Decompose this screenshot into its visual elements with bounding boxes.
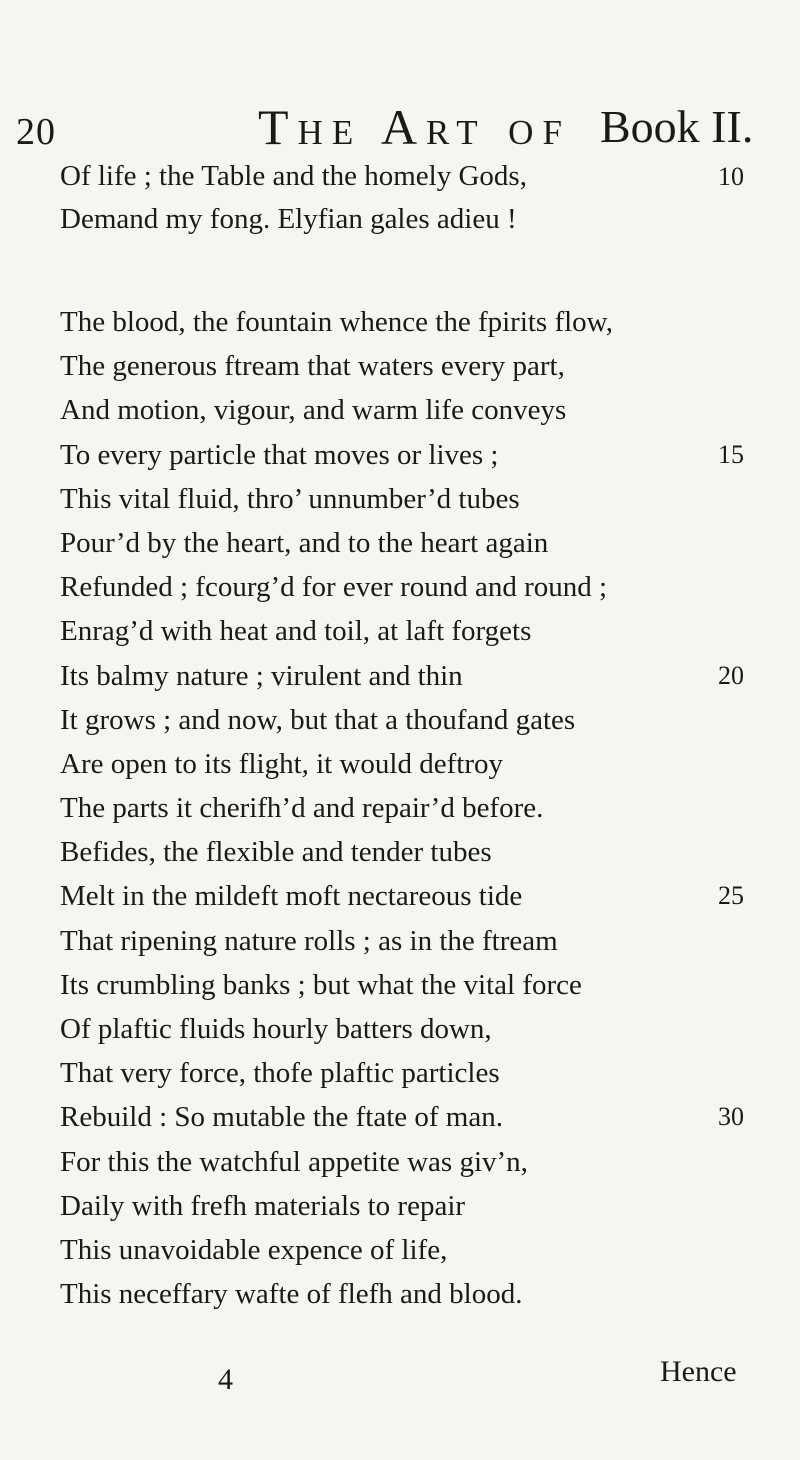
verse-line: [60, 1007, 760, 1051]
verse-line: [60, 198, 760, 241]
line-number: 25: [718, 881, 744, 911]
line-number: 15: [718, 439, 744, 469]
verse-text: For this the watchful appetite was giv’n,: [60, 1145, 528, 1178]
verse-line: [60, 433, 760, 477]
running-title: The Art of: [258, 99, 571, 155]
verse-line: [60, 1051, 760, 1095]
verse-text: Are open to its flight, it would deftroy: [60, 747, 503, 780]
verse-text: Enrag’d with heat and toil, at laft forgets: [60, 615, 532, 648]
verse-line: [60, 521, 760, 565]
verse-text: Daily with frefh materials to repair: [60, 1189, 466, 1222]
verse-line: [60, 300, 760, 344]
verse-line: [60, 1095, 760, 1139]
page-header: [0, 96, 800, 156]
verse-text: Pour’d by the heart, and to the heart again: [60, 526, 549, 559]
verse-text: This vital fluid, thro’ unnumber’d tubes: [60, 482, 520, 515]
verse-text: Demand my fong. Elyfian gales adieu !: [60, 203, 517, 235]
verse-text: Of life ; the Table and the homely Gods,: [60, 160, 527, 192]
page-footer: [0, 1355, 800, 1405]
verse-text: Befides, the flexible and tender tubes: [60, 836, 492, 869]
verse-text: Melt in the mildeft moft nectareous tide: [60, 880, 523, 913]
line-number: 20: [718, 660, 744, 690]
verse-line: [60, 654, 760, 698]
verse-text: This unavoidable expence of life,: [60, 1233, 448, 1266]
stanza-main: [60, 300, 760, 1316]
verse-text: Its balmy nature ; virulent and thin: [60, 659, 463, 692]
verse-text: The blood, the fountain whence the fpirits flow,: [60, 306, 613, 338]
verse-text: Its crumbling banks ; but what the vital force: [60, 968, 582, 1001]
verse-line: [60, 698, 760, 742]
verse-line: [60, 742, 760, 786]
verse-line: [60, 1184, 760, 1228]
catchword: Hence: [660, 1355, 737, 1388]
verse-line: [60, 963, 760, 1007]
page-number: 20: [16, 111, 56, 153]
verse-text: To every particle that moves or lives ;: [60, 438, 499, 471]
verse-text: That very force, thofe plaftic particles: [60, 1057, 500, 1090]
verse-line: [60, 609, 760, 653]
line-number: 10: [718, 162, 744, 191]
verse-text: This neceffary wafte of flefh and blood.: [60, 1278, 523, 1311]
verse-line: [60, 155, 760, 198]
verse-line: [60, 830, 760, 874]
book-label: Book II.: [600, 101, 754, 152]
verse-line: [60, 388, 760, 432]
verse-line: [60, 919, 760, 963]
verse-line: [60, 1140, 760, 1184]
verse-text: The generous ftream that waters every part,: [60, 350, 565, 383]
verse-line: [60, 1272, 760, 1316]
verse-line: [60, 344, 760, 388]
verse-text: It grows ; and now, but that a thoufand gates: [60, 703, 576, 736]
line-number: 30: [718, 1102, 744, 1132]
verse-line: [60, 477, 760, 521]
verse-text: The parts it cherifh’d and repair’d before.: [60, 792, 544, 825]
verse-line: [60, 874, 760, 918]
verse-line: [60, 1228, 760, 1272]
verse-line: [60, 565, 760, 609]
verse-text: Refunded ; fcourg’d for ever round and round ;: [60, 571, 608, 604]
verse-text: Of plaftic fluids hourly batters down,: [60, 1013, 492, 1045]
signature-mark: 4: [218, 1363, 233, 1396]
verse-text: That ripening nature rolls ; as in the ftream: [60, 924, 558, 957]
verse-text: And motion, vigour, and warm life conveys: [60, 394, 567, 427]
stanza-continuation: [60, 155, 760, 241]
verse-text: Rebuild : So mutable the ftate of man.: [60, 1101, 503, 1134]
verse-line: [60, 786, 760, 830]
